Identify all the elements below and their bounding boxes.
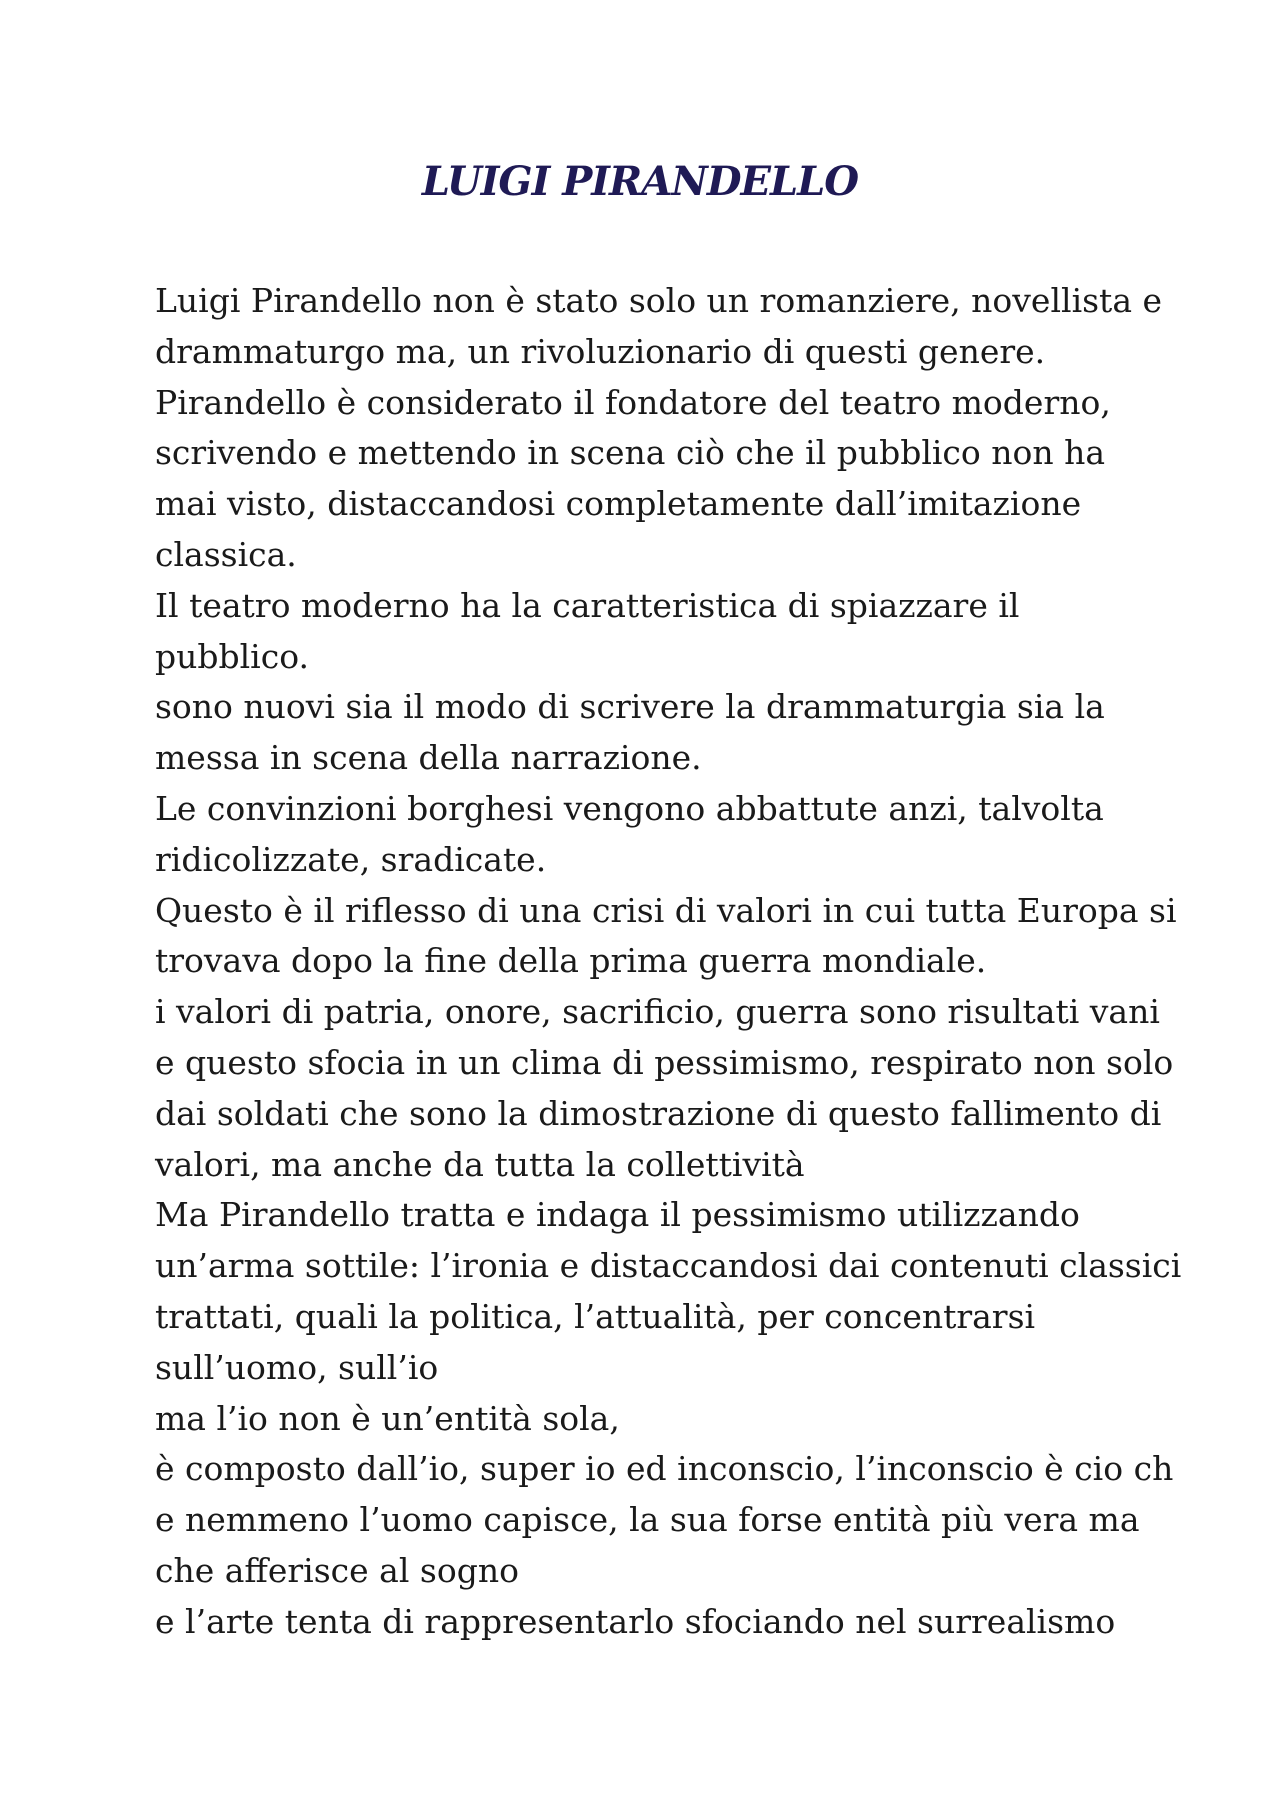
text-line: Questo è il riflesso di una crisi di valori in cui tutta Europa si (155, 890, 1177, 930)
text-line: Le convinzioni borghesi vengono abbattute anzi, talvolta (155, 788, 1104, 828)
text-line: è composto dall’io, super io ed inconscio, l’inconscio è cio ch (155, 1449, 1174, 1489)
text-line: messa in scena della narrazione. (155, 738, 702, 778)
text-line: che afferisce al sogno (155, 1550, 519, 1590)
text-line: trattati, quali la politica, l’attualità, per concentrarsi (155, 1296, 1036, 1336)
text-line: classica. (155, 534, 297, 574)
text-line: trovava dopo la fine della prima guerra mondiale. (155, 941, 987, 981)
text-line: e questo sfocia in un clima di pessimismo, respirato non solo (155, 1042, 1174, 1082)
text-line: dai soldati che sono la dimostrazione di questo fallimento di (155, 1093, 1162, 1133)
text-line: Ma Pirandello tratta e indaga il pessimismo utilizzando (155, 1195, 1080, 1235)
text-line: Luigi Pirandello non è stato solo un romanziere, novellista e (155, 281, 1163, 320)
text-line: Pirandello è considerato il fondatore del teatro moderno, (155, 382, 1111, 422)
text-line: scrivendo e mettendo in scena ciò che il pubblico non ha (155, 433, 1106, 473)
text-line: pubblico. (155, 636, 309, 676)
document-title: LUIGI PIRANDELLO (421, 158, 859, 205)
text-line: e l’arte tenta di rappresentarlo sfociando nel surrealismo (155, 1601, 1116, 1641)
text-line: un’arma sottile: l’ironia e distaccandosi dai contenuti classici (155, 1246, 1182, 1286)
text-line: valori, ma anche da tutta la collettività (155, 1144, 805, 1184)
text-line: i valori di patria, onore, sacrificio, guerra sono risultati vani (155, 992, 1160, 1032)
text-line: sono nuovi sia il modo di scrivere la drammaturgia sia la (155, 687, 1105, 727)
text-line: ma l’io non è un’entità sola, (155, 1398, 620, 1438)
text-line: e nemmeno l’uomo capisce, la sua forse entità più vera ma (155, 1500, 1140, 1540)
document-body (155, 276, 1182, 1648)
text-line: ridicolizzate, sradicate. (155, 839, 547, 879)
text-line: sull’uomo, sull’io (155, 1347, 439, 1387)
text-line: Il teatro moderno ha la caratteristica di spiazzare il (155, 585, 1020, 625)
text-line: drammaturgo ma, un rivoluzionario di questi genere. (155, 331, 1046, 371)
text-line: mai visto, distaccandosi completamente dall’imitazione (155, 484, 1082, 524)
